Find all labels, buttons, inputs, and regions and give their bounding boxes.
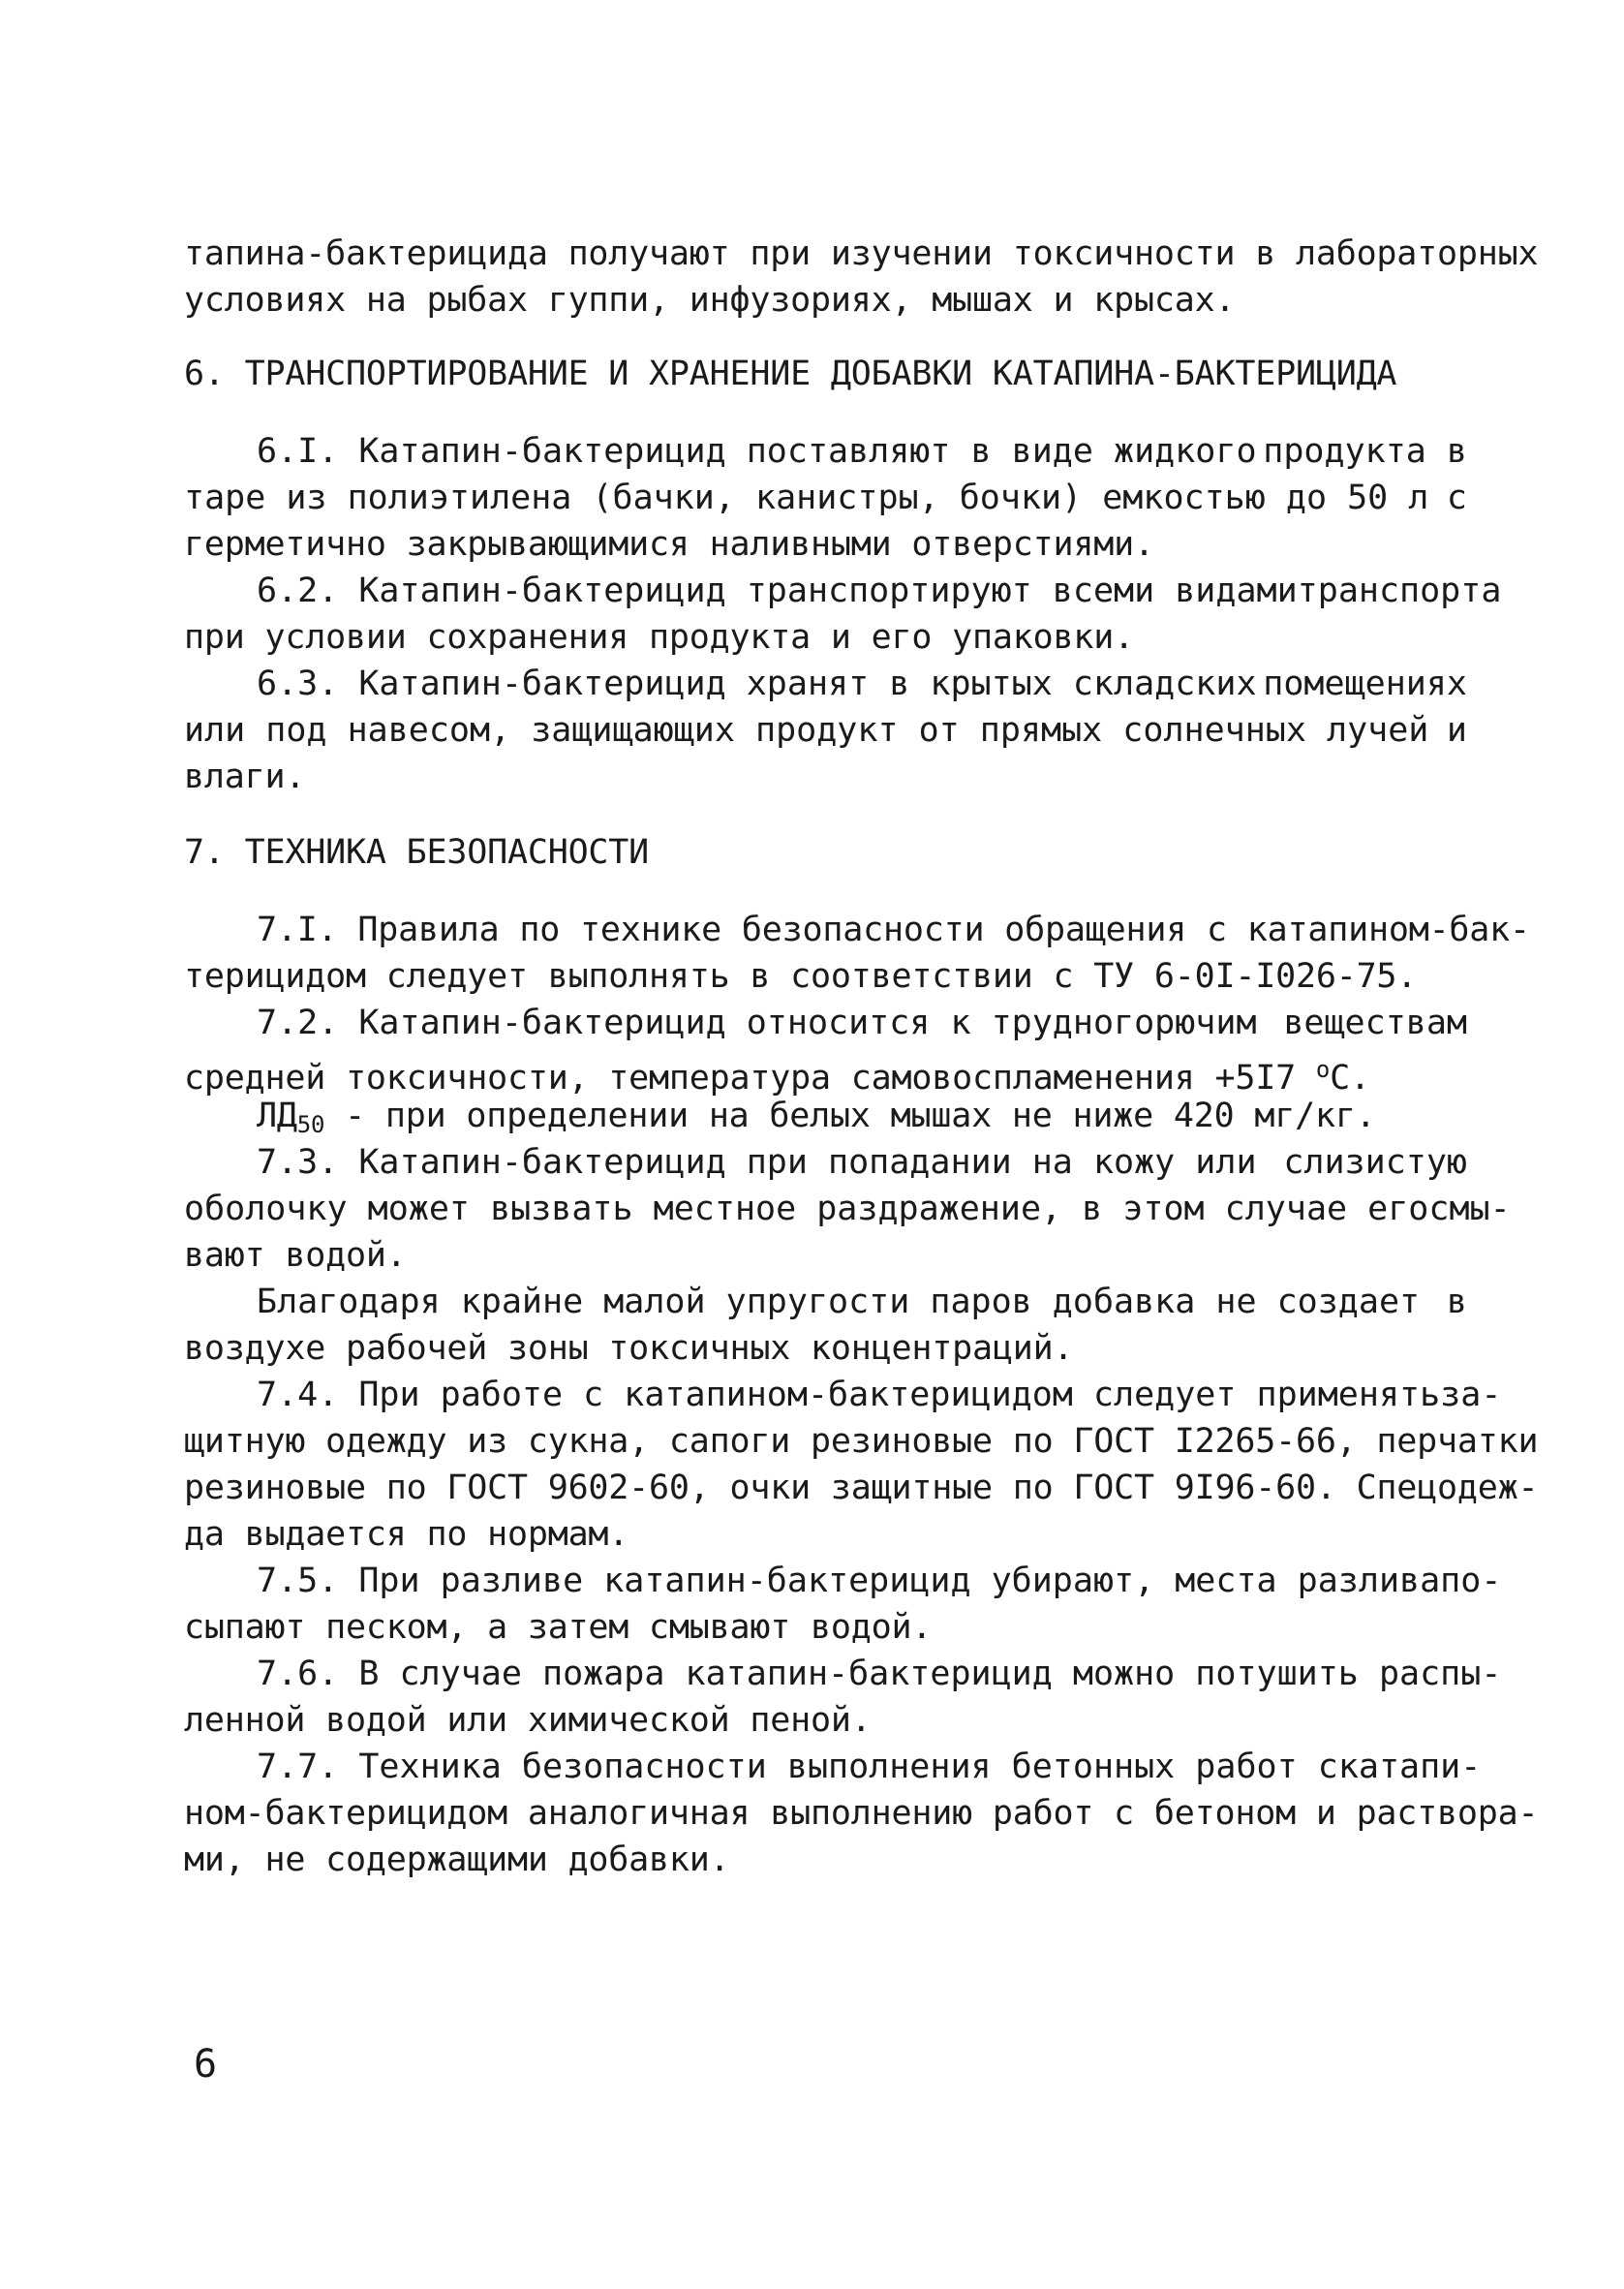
p7-4-line-4: да выдается по нормам. bbox=[184, 1515, 629, 1554]
p7-6-line-1-b: - bbox=[1481, 1655, 1502, 1693]
page-number: 6 bbox=[194, 2042, 218, 2087]
p7-7-line-1-a: 7.7. Техника безопасности выполнения бетонных работ с bbox=[257, 1748, 1338, 1786]
p6-2-line-1-b: транспорта bbox=[1297, 572, 1502, 610]
p7-3-line-3: вают водой. bbox=[184, 1236, 407, 1275]
p6-2-line-1 bbox=[257, 570, 1502, 612]
p7-6-line-2: ленной водой или химической пеной. bbox=[184, 1701, 872, 1740]
p7-5-line-1 bbox=[257, 1560, 1502, 1602]
p7-4-line-3: резиновые по ГОСТ 9602-60, очки защитные по ГОСТ 9I96-60. Спецодеж- bbox=[184, 1469, 1539, 1507]
p7-4-line-1-a: 7.4. При работе с катапином-бактерицидом следует применять bbox=[257, 1376, 1441, 1414]
p7-2-line-3 bbox=[257, 1095, 1376, 1146]
section-6-heading: 6. ТРАНСПОРТИРОВАНИЕ И ХРАНЕНИЕ ДОБАВКИ КАТАПИНА-БАКТЕРИЦИДА bbox=[184, 355, 1397, 393]
p7-7-line-1-b: катапи- bbox=[1337, 1748, 1482, 1786]
p6-1-line-1-b: продукта в bbox=[1263, 432, 1467, 471]
p7-2-line-1-a: 7.2. Катапин-бактерицид относится к трудногорючим bbox=[257, 1004, 1257, 1042]
p7-3b-line-1 bbox=[257, 1281, 1467, 1323]
section-7-heading: 7. ТЕХНИКА БЕЗОПАСНОСТИ bbox=[184, 833, 650, 872]
p7-6-line-1-a: 7.6. В случае пожара катапин-бактерицид можно потушить распы bbox=[257, 1655, 1482, 1693]
p6-3-line-2 bbox=[184, 709, 1467, 752]
p7-1-line-2: терицидом следует выполнять в соответствии с ТУ 6-0I-I026-75. bbox=[184, 957, 1418, 996]
p7-5-line-1-b: по- bbox=[1440, 1562, 1502, 1600]
p7-7-line-3: ми, не содержащими добавки. bbox=[184, 1840, 730, 1879]
p7-4-line-1 bbox=[257, 1374, 1502, 1416]
p6-2-line-1-a: 6.2. Катапин-бактерицид транспортируют всеми видами bbox=[257, 572, 1298, 610]
p7-7-line-2: ном-бактерицидом аналогичная выполнению работ с бетоном и раствора- bbox=[184, 1794, 1539, 1833]
p7-2-line-1 bbox=[257, 1002, 1467, 1044]
p7-2-line-2 bbox=[184, 1048, 1370, 1099]
p7-6-line-1 bbox=[257, 1653, 1502, 1695]
p7-4-line-1-b: за- bbox=[1440, 1376, 1502, 1414]
intro-line-1: тапина-бактерицида получают при изучении токсичности в лабораторных bbox=[184, 234, 1539, 273]
p7-5-line-1-a: 7.5. При разливе катапин-бактерицид убирают, места разлива bbox=[257, 1562, 1441, 1600]
p6-3-line-1-b: помещениях bbox=[1263, 665, 1467, 703]
p7-5-line-2: сыпают песком, а затем смывают водой. bbox=[184, 1608, 933, 1647]
ld-prefix: ЛД bbox=[257, 1097, 297, 1135]
p7-7-line-1 bbox=[257, 1746, 1482, 1788]
p6-1-line-2-a: таре из полиэтилена (бачки, канистры, бочки) емкостью до 50 л bbox=[184, 479, 1429, 517]
p6-1-line-1-a: 6.I. Катапин-бактерицид поставляют в виде жидкого bbox=[257, 432, 1257, 471]
p7-3-line-1 bbox=[257, 1141, 1467, 1184]
p7-3-line-2-b: смы- bbox=[1428, 1190, 1511, 1228]
p6-2-line-2: при условии сохранения продукта и его упаковки. bbox=[184, 618, 1134, 657]
p6-3-line-3: влаги. bbox=[184, 758, 306, 796]
p7-4-line-2: щитную одежду из сукна, сапоги резиновые по ГОСТ I2265-66, перчатки bbox=[184, 1422, 1539, 1461]
p7-3-line-2 bbox=[184, 1188, 1511, 1230]
p7-3-line-1-a: 7.3. Катапин-бактерицид при попадании на кожу или bbox=[257, 1143, 1257, 1182]
p6-3-line-2-b: и bbox=[1446, 711, 1467, 750]
temperature-unit: С. bbox=[1330, 1059, 1370, 1098]
ld-subscript: 50 bbox=[296, 1111, 325, 1138]
intro-line-2: условиях на рыбах гуппи, инфузориях, мышах и крысах. bbox=[184, 281, 1236, 320]
p7-3b-line-2: воздухе рабочей зоны токсичных концентраций. bbox=[184, 1329, 1074, 1368]
p7-3-line-1-b: слизистую bbox=[1283, 1143, 1467, 1182]
p7-1-line-1: 7.I. Правила по технике безопасности обращения с катапином-бак- bbox=[257, 911, 1530, 949]
p7-3-line-2-a: оболочку может вызвать местное раздражение, в этом случае его bbox=[184, 1190, 1429, 1228]
p7-3b-line-1-b: в bbox=[1446, 1283, 1467, 1321]
ld-text: - при определении на белых мышах не ниже 420 мг/кг. bbox=[324, 1097, 1376, 1135]
p6-1-line-1 bbox=[257, 430, 1467, 473]
p6-3-line-2-a: или под навесом, защищающих продукт от прямых солнечных лучей bbox=[184, 711, 1429, 750]
p7-2-line-1-b: веществам bbox=[1283, 1004, 1467, 1042]
p6-1-line-2-b: с bbox=[1446, 479, 1467, 517]
p6-3-line-1 bbox=[257, 663, 1467, 705]
p6-1-line-3: герметично закрывающимися наливными отверстиями. bbox=[184, 525, 1154, 564]
p7-3b-line-1-a: Благодаря крайне малой упругости паров добавка не создает bbox=[257, 1283, 1421, 1321]
degree-mark: о bbox=[1315, 1056, 1331, 1083]
p6-1-line-2 bbox=[184, 477, 1467, 519]
p6-3-line-1-a: 6.3. Катапин-бактерицид хранят в крытых складских bbox=[257, 665, 1257, 703]
p7-2-line-2-text: средней токсичности, температура самовоспламенения +5I7 bbox=[184, 1059, 1316, 1098]
